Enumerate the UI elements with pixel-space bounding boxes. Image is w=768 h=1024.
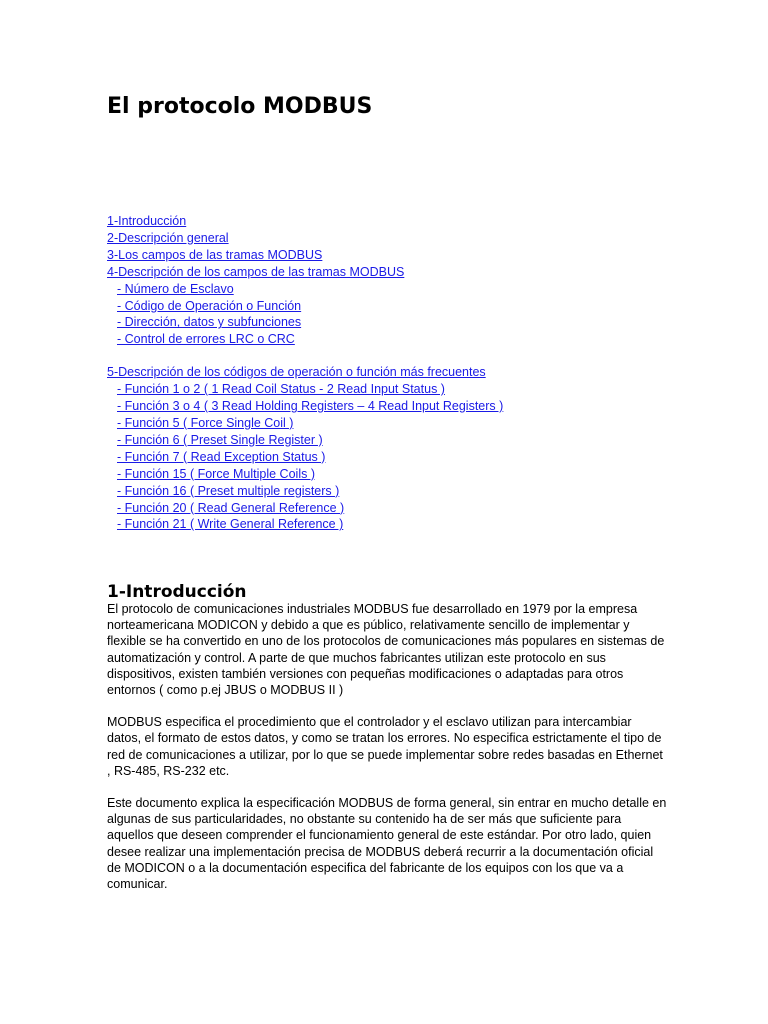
toc-group-functions — [107, 364, 707, 533]
toc-link-funcion-3-4[interactable]: - Función 3 o 4 ( 3 Read Holding Registers – 4 Read Input Registers ) — [117, 399, 504, 414]
section-heading-introduccion: 1-Introducción — [107, 582, 247, 602]
toc-link-codigos-funcion[interactable]: 5-Descripción de los códigos de operación o función más frecuentes — [107, 365, 486, 380]
toc-link-funcion-20[interactable]: - Función 20 ( Read General Reference ) — [117, 500, 345, 515]
toc-link-introduccion[interactable]: 1-Introducción — [107, 214, 187, 228]
toc-link-funcion-15[interactable]: - Función 15 ( Force Multiple Coils ) — [117, 466, 315, 481]
toc-link-codigo-operacion[interactable]: - Código de Operación o Función — [117, 298, 302, 313]
toc-link-control-errores[interactable]: - Control de errores LRC o CRC — [117, 332, 295, 347]
toc-link-funcion-5[interactable]: - Función 5 ( Force Single Coil ) — [117, 415, 294, 430]
toc-group-main — [107, 213, 707, 348]
toc-link-direccion-datos[interactable]: - Dirección, datos y subfunciones — [117, 315, 302, 330]
toc-link-funcion-7[interactable]: - Función 7 ( Read Exception Status ) — [117, 449, 326, 464]
table-of-contents — [107, 213, 707, 533]
document-title: El protocolo MODBUS — [107, 94, 373, 119]
section-body-introduccion — [107, 601, 667, 908]
toc-link-funcion-21[interactable]: - Función 21 ( Write General Reference ) — [117, 517, 344, 532]
toc-link-campos-tramas[interactable]: 3-Los campos de las tramas MODBUS — [107, 247, 323, 262]
toc-link-funcion-1-2[interactable]: - Función 1 o 2 ( 1 Read Coil Status - 2 Read Input Status ) — [117, 382, 445, 397]
toc-link-funcion-6[interactable]: - Función 6 ( Preset Single Register ) — [117, 432, 323, 447]
toc-link-descripcion-general[interactable]: 2-Descripción general — [107, 230, 229, 245]
toc-link-numero-esclavo[interactable]: - Número de Esclavo — [117, 281, 234, 296]
paragraph: MODBUS especifica el procedimiento que el controlador y el esclavo utilizan para intercambiar datos, el formato de estos datos, y como se tratan los errores. No especifica estrictamente el tipo de red de comunicaciones a utilizar, por lo que se puede implementar sobre redes basadas en Ethernet , RS-485, RS-232 etc. — [107, 715, 663, 778]
toc-link-descripcion-campos[interactable]: 4-Descripción de los campos de las tramas MODBUS — [107, 264, 405, 279]
paragraph: Este documento explica la especificación MODBUS de forma general, sin entrar en mucho detalle en algunas de sus particularidades, no obstante su contenido ha de ser más que suficiente para aquellos que deseen comprender el funcionamiento general de este estándar. Por otro lado, quien desee realizar una implementación precisa de MODBUS deberá recurrir a la documentación oficial de MODICON o a la documentación especifica del fabricante de los equipos con los que va a comunicar. — [107, 796, 667, 892]
paragraph: El protocolo de comunicaciones industriales MODBUS fue desarrollado en 1979 por la empresa norteamericana MODICON y debido a que es público, relativamente sencillo de implementar y flexible se ha convertido en uno de los protocolos de comunicaciones más populares en sistemas de automatización y control. A parte de que muchos fabricantes utilizan este protocolo en sus dispositivos, existen también versiones con pequeñas modificaciones o adaptadas para otros entornos ( como p.ej JBUS o MODBUS II ) — [107, 602, 665, 698]
toc-link-funcion-16[interactable]: - Función 16 ( Preset multiple registers ) — [117, 483, 340, 498]
toc-spacer — [107, 348, 707, 364]
